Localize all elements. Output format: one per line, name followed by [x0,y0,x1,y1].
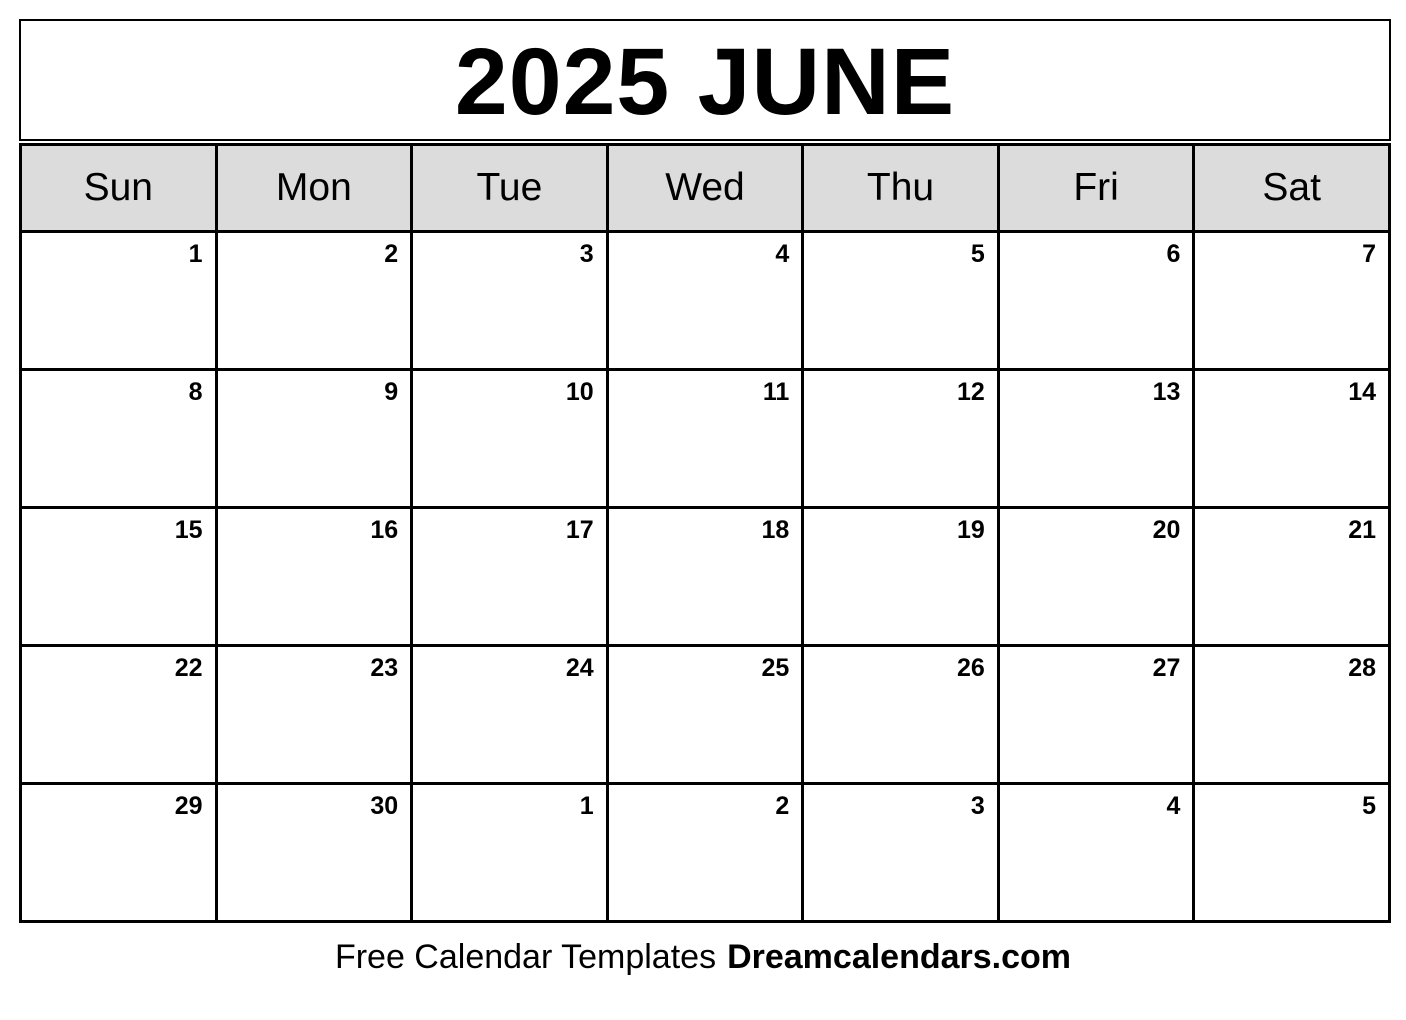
day-number: 15 [174,516,203,544]
day-number: 19 [957,516,985,544]
day-cell [412,784,608,922]
day-number: 1 [579,792,594,820]
week-row-1 [21,232,1390,370]
day-number: 5 [970,240,985,268]
day-cell [21,508,217,646]
day-cell [412,508,608,646]
calendar-grid [19,143,1391,923]
day-number: 17 [565,516,594,544]
day-number: 12 [957,378,985,406]
day-number: 22 [174,654,203,682]
day-number: 18 [761,516,790,544]
day-cell [607,646,803,784]
calendar-title-box [19,19,1391,141]
day-cell [803,232,999,370]
day-cell [998,232,1194,370]
day-cell [803,646,999,784]
day-number: 10 [565,378,594,406]
day-cell [1194,784,1390,922]
weekday-header-sun: Sun [21,145,217,232]
day-cell [216,784,412,922]
day-cell [412,232,608,370]
day-number: 21 [1348,516,1376,544]
day-number: 1 [188,240,203,268]
day-number: 13 [1152,378,1181,406]
day-number: 3 [579,240,594,268]
weekday-header-fri: Fri [998,145,1194,232]
day-number: 30 [370,792,399,820]
weekday-header-wed: Wed [607,145,803,232]
day-number: 29 [174,792,203,820]
day-cell [803,370,999,508]
weekday-header-sat: Sat [1194,145,1390,232]
day-number: 27 [1152,654,1181,682]
day-cell [1194,646,1390,784]
day-cell [21,370,217,508]
weekday-header-mon: Mon [216,145,412,232]
day-cell [412,370,608,508]
week-row-5 [21,784,1390,922]
day-cell [21,784,217,922]
footer [0,938,1406,977]
day-cell [607,508,803,646]
week-row-2 [21,370,1390,508]
day-number: 9 [384,378,399,406]
day-cell [21,232,217,370]
day-number: 6 [1166,240,1181,268]
day-cell [216,370,412,508]
day-number: 23 [370,654,399,682]
day-cell [998,784,1194,922]
day-number: 11 [762,378,790,406]
day-number: 20 [1152,516,1181,544]
day-cell [1194,232,1390,370]
day-number: 28 [1348,654,1376,682]
day-cell [21,646,217,784]
day-cell [803,508,999,646]
day-number: 5 [1362,792,1376,820]
day-cell [998,508,1194,646]
week-row-4 [21,646,1390,784]
weekday-header-row [21,145,1390,232]
day-number: 4 [775,240,790,268]
calendar-title: 2025 JUNE [454,28,956,135]
weekday-header-thu: Thu [803,145,999,232]
day-number: 7 [1362,240,1376,268]
day-number: 3 [970,792,985,820]
day-cell [607,232,803,370]
footer-label: Free Calendar Templates [334,938,717,976]
day-number: 4 [1166,792,1181,820]
day-cell [216,508,412,646]
week-row-3 [21,508,1390,646]
day-number: 2 [775,792,790,820]
day-cell [216,232,412,370]
day-cell [1194,508,1390,646]
day-number: 8 [188,378,203,406]
day-cell [998,370,1194,508]
day-cell [803,784,999,922]
day-cell [607,370,803,508]
day-cell [607,784,803,922]
day-number: 26 [957,654,985,682]
day-cell [412,646,608,784]
footer-site-name: Dreamcalendars.com [727,938,1072,976]
day-cell [1194,370,1390,508]
day-number: 16 [370,516,399,544]
day-cell [998,646,1194,784]
day-number: 2 [384,240,399,268]
day-cell [216,646,412,784]
day-number: 14 [1348,378,1376,406]
day-number: 25 [761,654,790,682]
weekday-header-tue: Tue [412,145,608,232]
day-number: 24 [565,654,594,682]
